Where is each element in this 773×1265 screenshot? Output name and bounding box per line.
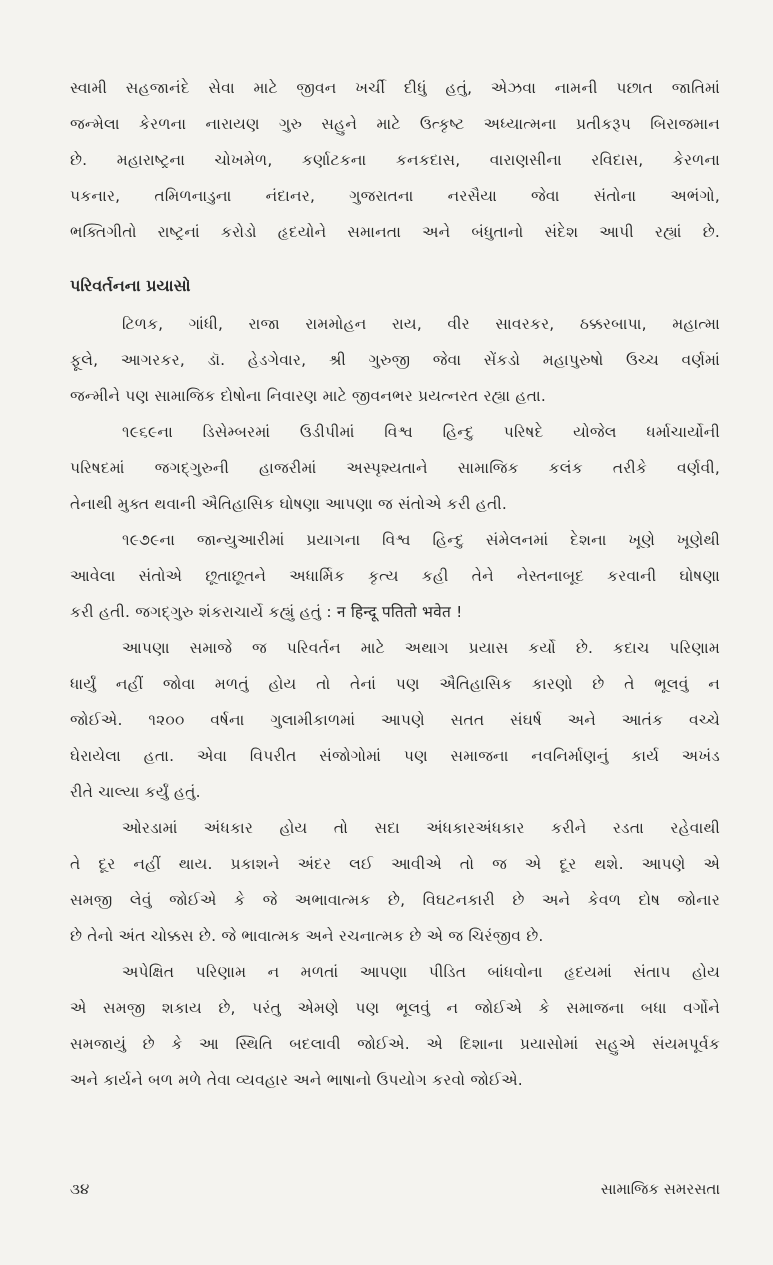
text-line: જન્મેલા કેરળના નારાયણ ગુરુ સહુને માટે ઉત્કૃષ્ટ અધ્યાત્મના પ્રતીકરૂપ બિરાજમાન — [70, 115, 720, 133]
text-line: એ સમજી શકાય છે, પરંતુ એમણે પણ ભૂલવું ન જોઈએ કે સમાજના બધા વર્ગોને — [70, 999, 720, 1017]
text-line: છે. મહારાષ્ટ્રના ચોખમેળ, કર્ણાટકના કનકદાસ, વારાણસીના રવિદાસ, કેરળના — [70, 151, 720, 169]
text-line: અપેક્ષિત પરિણામ ન મળતાં આપણા પીડિત બાંધવોના હૃદયમાં સંતાપ હોય — [122, 963, 720, 981]
paragraph-3 — [70, 522, 720, 630]
text-line: સ્વામી સહજાનંદે સેવા માટે જીવન ખર્ચી દીધું હતું, એઝવા નામની પછાત જાતિમાં — [70, 79, 720, 97]
text-line: ફૂલે, આગરકર, ડૉ. હેડગેવાર, શ્રી ગુરુજી જેવા સેંકડો મહાપુરુષો ઉચ્ચ વર્ણમાં — [70, 351, 720, 369]
paragraph-2 — [70, 414, 720, 522]
text-line: છે તેનો અંત ચોક્કસ છે. જે ભાવાત્મક અને રચનાત્મક છે એ જ ચિરંજીવ છે. — [70, 927, 544, 945]
page-footer — [70, 1180, 720, 1220]
text-line: ધાર્યું નહીં જોવા મળતું હોય તો તેનાં પણ ઐતિહાસિક કારણો છે તે ભૂલવું ન — [70, 675, 720, 693]
text-line: જોઈએ. ૧૨૦૦ વર્ષના ગુલામીકાળમાં આપણે સતત સંઘર્ષ અને આતંક વચ્ચે — [70, 711, 720, 729]
text-line: ૧૯૭૯ના જાન્યુઆરીમાં પ્રયાગના વિશ્વ હિન્દુ સંમેલનમાં દેશના ખૂણે ખૂણેથી — [122, 531, 720, 549]
text-line: ટિળક, ગાંધી, રાજા રામમોહન રાય, વીર સાવરકર, ઠક્કરબાપા, મહાત્મા — [122, 315, 720, 333]
text-line: ઘેરાયેલા હતા. એવા વિપરીત સંજોગોમાં પણ સમાજના નવનિર્માણનું કાર્ય અખંડ — [70, 747, 720, 765]
page-number: ૩૪ — [70, 1180, 90, 1198]
text-line: જન્મીને પણ સામાજિક દોષોના નિવારણ માટે જીવનભર પ્રયત્નરત રહ્યા હતા. — [70, 387, 546, 405]
text-line: પકનાર, તમિળનાડુના નંદાનર, ગુજરાતના નરસૈયા જેવા સંતોના અભંગો, — [70, 187, 720, 205]
paragraph-5 — [70, 810, 720, 954]
text-line: તે દૂર નહીં થાય. પ્રકાશને અંદર લઈ આવીએ તો જ એ દૂર થશે. આપણે એ — [70, 855, 720, 873]
text-line: ભક્તિગીતો રાષ્ટ્રનાં કરોડો હૃદયોને સમાનતા અને બંધુતાનો સંદેશ આપી રહ્યાં છે. — [70, 223, 720, 241]
paragraph-6 — [70, 954, 720, 1098]
text-line: સમજી લેવું જોઈએ કે જે અભાવાત્મક છે, વિઘટનકારી છે અને કેવળ દોષ જોનાર — [70, 891, 720, 909]
paragraph-1 — [70, 306, 720, 414]
text-line: તેનાથી મુક્ત થવાની ઐતિહાસિક ઘોષણા આપણા જ સંતોએ કરી હતી. — [70, 495, 507, 513]
text-line: ૧૯૬૯ના ડિસેમ્બરમાં ઉડીપીમાં વિશ્વ હિન્દુ પરિષદે યોજેલ ધર્માચાર્યોની — [122, 423, 720, 441]
page-body — [70, 70, 720, 1098]
intro-paragraph — [70, 70, 720, 250]
text-line: પરિષદમાં જગદ્‌ગુરુની હાજરીમાં અસ્પૃશ્યતાને સામાજિક કલંક તરીકે વર્ણવી, — [70, 459, 720, 477]
text-line: કરી હતી. જગદ્‌ગુરુ શંકરાચાર્યે કહ્યું હતું : न हिन्दू पतितो भवेत ! — [70, 603, 463, 621]
text-line: સમજાયું છે કે આ સ્થિતિ બદલાવી જોઈએ. એ દિશાના પ્રયાસોમાં સહુએ સંયમપૂર્વક — [70, 1035, 720, 1053]
text-line: આવેલા સંતોએ છૂતાછૂતને અધાર્મિક કૃત્ય કહી તેને નેસ્તનાબૂદ કરવાની ઘોષણા — [70, 567, 720, 585]
section-heading: પરિવર્તનના પ્રયાસો — [70, 276, 191, 295]
text-line: ઓરડામાં અંધકાર હોય તો સદા અંધકારઅંધકાર કરીને રડતા રહેવાથી — [122, 819, 720, 837]
running-title: સામાજિક સમરસતા — [600, 1180, 720, 1198]
text-line: અને કાર્યને બળ મળે તેવા વ્યવહાર અને ભાષાનો ઉપયોગ કરવો જોઈએ. — [70, 1071, 523, 1089]
text-line: રીતે ચાલ્યા કર્યું હતું. — [70, 783, 201, 801]
paragraph-4 — [70, 630, 720, 810]
text-line: આપણા સમાજે જ પરિવર્તન માટે અથાગ પ્રયાસ કર્યો છે. કદાચ પરિણામ — [122, 639, 720, 657]
